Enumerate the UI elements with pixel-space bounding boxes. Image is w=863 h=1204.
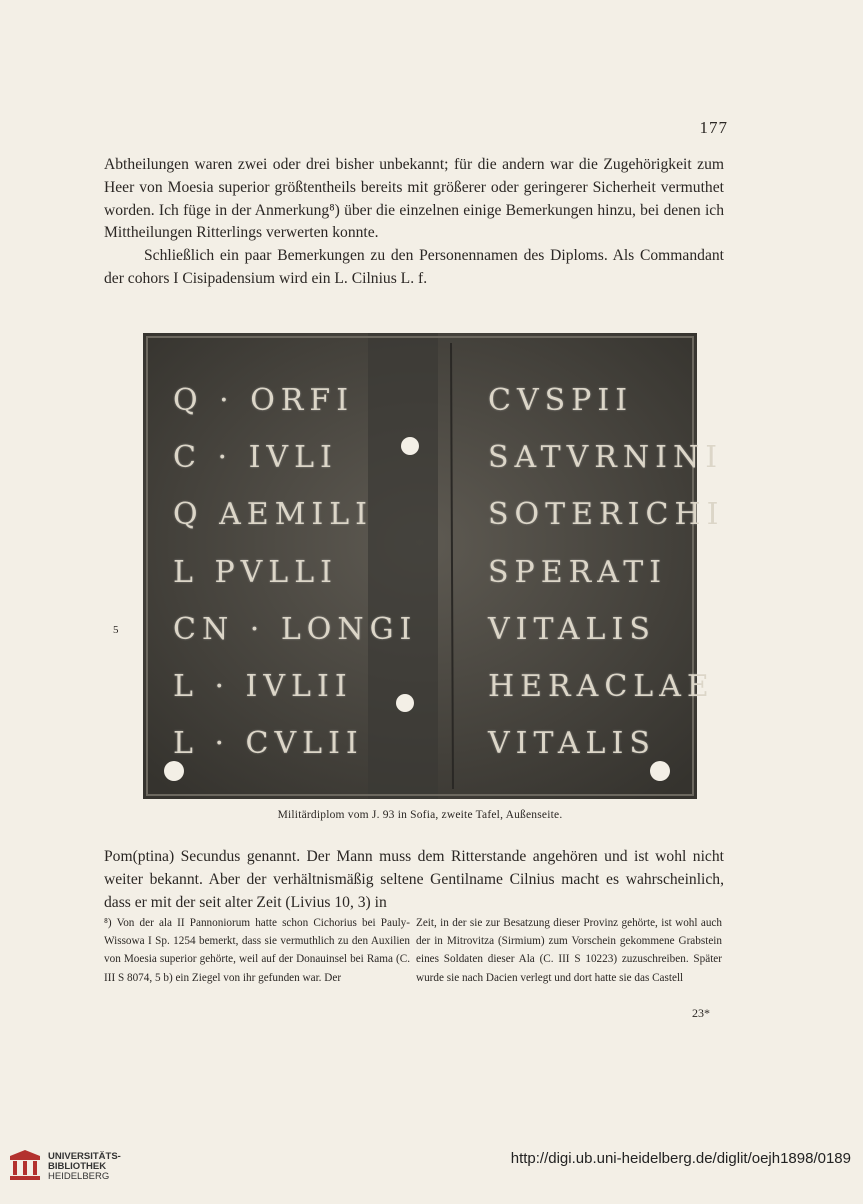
inscription-left: Q AEMILI — [173, 497, 374, 532]
footer-bar — [0, 1138, 863, 1182]
bronze-tablet-photo — [143, 333, 725, 799]
rivet-hole — [650, 761, 670, 781]
figure-caption: Militärdiplom vom J. 93 in Sofia, zweite Tafel, Außenseite. — [277, 809, 563, 821]
footnote-right-column: Zeit, in der sie zur Besatzung dieser Provinz gehörte, ist wohl auch der in Mitrovitza (Sirmium) zum Vorschein gekommene Grabstein eines Soldaten dieser Ala (C. III S 10223) zuzuschreiben. Später wurde sie nach Dacien verlegt und dort hatte sie das Castell — [416, 917, 722, 984]
inscription-left: L PVLLI — [173, 555, 339, 590]
rivet-hole — [164, 761, 184, 781]
library-logo-text — [48, 1152, 121, 1182]
inscription-right: VITALIS — [488, 612, 656, 647]
paragraph: Schließlich ein paar Bemerkungen zu den Personennamen des Diploms. Als Commandant der cohors I Cisipadensium wird ein L. Cilnius L. f. — [104, 247, 724, 287]
inscription-left: CN · LONGI — [173, 612, 418, 647]
inscription-left: L · IVLII — [173, 669, 353, 704]
logo-line: BIBLIOTHEK — [48, 1161, 107, 1172]
library-logo-icon — [8, 1148, 42, 1182]
paragraph: Pom(ptina) Secundus genannt. Der Mann muss dem Ritterstande angehören und ist wohl nicht weiter bekannt. Aber der verhältnismäßig seltene Gentilname Cilnius macht es wahrscheinlich, dass er mit der seit alter Zeit (Livius 10, 3) in — [104, 848, 724, 911]
body-text-upper — [104, 154, 724, 291]
signature-mark: 23* — [692, 1006, 710, 1020]
inscription-left: Q · ORFI — [173, 383, 355, 418]
logo-line: UNIVERSITÄTS- — [48, 1151, 121, 1162]
page-number: 177 — [699, 118, 728, 137]
source-url-link[interactable]: http://digi.ub.uni-heidelberg.de/diglit/oejh1898/0189 — [510, 1150, 851, 1167]
footnote-left-column: ⁸) Von der ala II Pannoniorum hatte schon Cichorius bei Pauly-Wissowa I Sp. 1254 bemerkt, dass sie vermuthlich zu den Auxilien von Moesia superior gehörte, weil auf der Donauinsel bei Rama (C. III S 8074, 5 b) ein Ziegel von ihr gefunden war. Der — [104, 917, 410, 984]
inscription-right: SOTERICHI — [488, 497, 725, 532]
body-text-lower — [104, 846, 724, 914]
paragraph: Abtheilungen waren zwei oder drei bisher unbekannt; für die andern war die Zugehörigkeit zum Heer von Moesia superior größtentheils bereits mit größerer oder geringerer Sicherheit vermuthet worden. Ich füge in der Anmerkung⁸) über die einzelnen einige Bemerkungen hinzu, bei denen ich Mittheilungen Ritterlings verwerten konnte. — [104, 156, 724, 242]
inscription-right: SATVRNINI — [488, 440, 724, 475]
inscription-right: CVSPII — [488, 383, 634, 418]
inscription-right: HERACLAE — [488, 669, 715, 704]
inscription-left: L · CVLII — [173, 726, 364, 761]
inscription-left: C · IVLI — [173, 440, 338, 475]
logo-line: HEIDELBERG — [48, 1171, 110, 1182]
inscription-right: VITALIS — [488, 726, 656, 761]
rivet-hole — [396, 694, 414, 712]
rivet-hole — [401, 437, 419, 455]
inscription-right: SPERATI — [488, 555, 668, 590]
line-marker: 5 — [113, 624, 119, 636]
